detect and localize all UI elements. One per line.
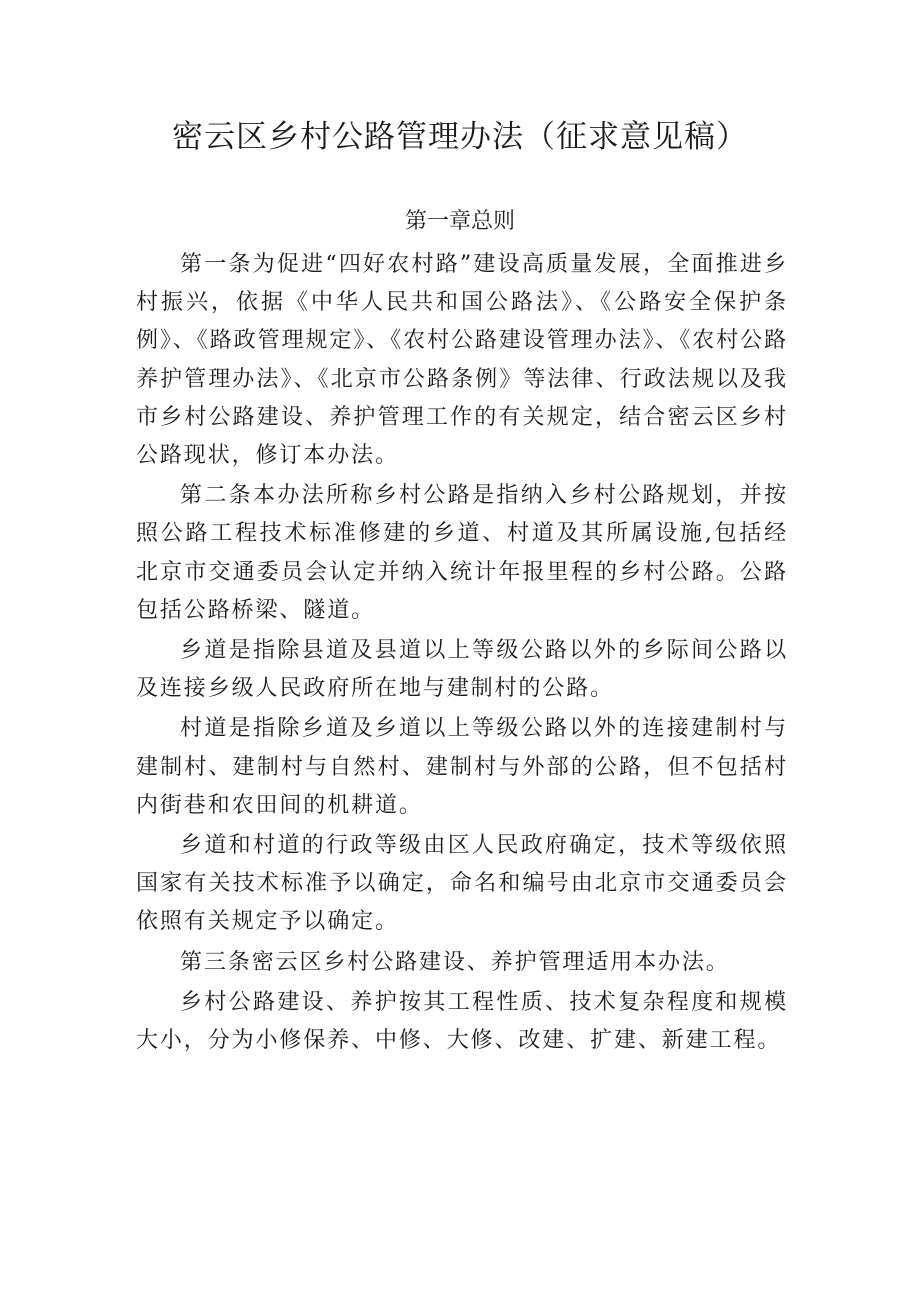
paragraph-article-1: 第一条为促进“四好农村路”建设高质量发展，全面推进乡村振兴，依据《中华人民共和国公路法》、《公路安全保护条例》、《路政管理规定》、《农村公路建设管理办法》、《农村公路养护管理办法》、《北京市公路条例》等法律、行政法规以及我市乡村公路建设、养护管理工作的有关规定，结合密云区乡村公路现状，修订本办法。 [136,252,788,469]
chapter-heading: 第一章总则 [404,209,515,234]
paragraph-article-3: 第三条密云区乡村公路建设、养护管理适用本办法。 [180,949,730,975]
paragraph-project-types: 乡村公路建设、养护按其工程性质、技术复杂程度和规模大小，分为小修保养、中修、大修、改建、扩建、新建工程。 [136,989,788,1054]
document-title: 密云区乡村公路管理办法（征求意见稿） [172,119,748,155]
paragraph-road-grading: 乡道和村道的行政等级由区人民政府确定，技术等级依照国家有关技术标准予以确定，命名和编号由北京市交通委员会依照有关规定予以确定。 [136,833,788,935]
paragraph-article-2: 第二条本办法所称乡村公路是指纳入乡村公路规划，并按照公路工程技术标准修建的乡道、村道及其所属设施,包括经北京市交通委员会认定并纳入统计年报里程的乡村公路。公路包括公路桥梁、隧道。 [136,483,788,623]
paragraph-township-road: 乡道是指除县道及县道以上等级公路以外的乡际间公路以及连接乡级人民政府所在地与建制村的公路。 [136,638,788,702]
paragraph-village-road: 村道是指除乡道及乡道以上等级公路以外的连接建制村与建制村、建制村与自然村、建制村与外部的公路，但不包括村内街巷和农田间的机耕道。 [136,716,788,818]
document-body [136,246,788,1062]
